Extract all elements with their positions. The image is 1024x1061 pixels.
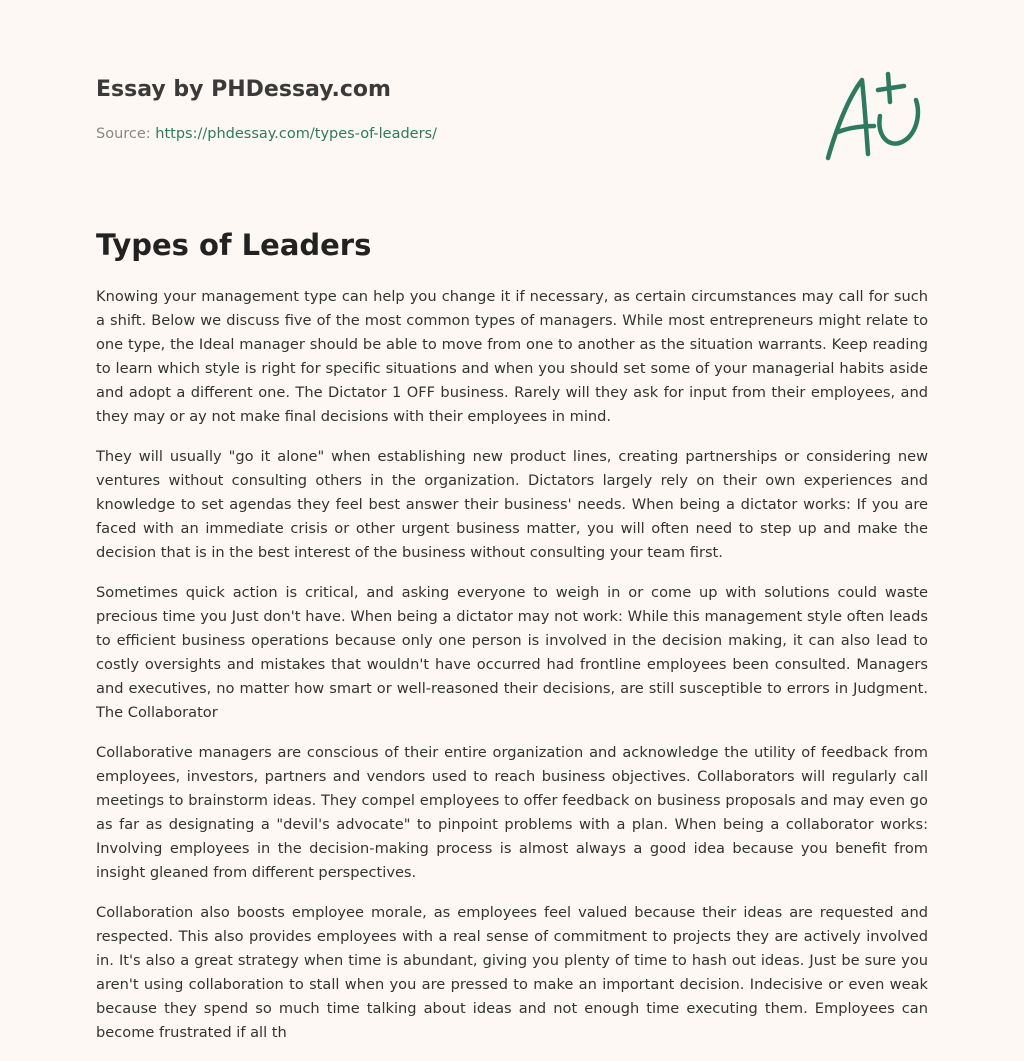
- a-plus-grade-icon: [818, 68, 928, 164]
- essay-paragraph: Knowing your management type can help you change it if necessary, as certain circumstances may call for such a shift. Below we discuss five of the most common types of managers. While most entrepreneurs might relate to one type, the Ideal manager should be able to move from one to another as the situation warrants. Keep reading to learn which style is right for specific situations and when you should set some of your managerial habits aside and adopt a different one. The Dictator 1 OFF business. Rarely will they ask for input from their employees, and they may or ay not make final decisions with their employees in mind.: [96, 288, 928, 425]
- essay-paragraph: Collaboration also boosts employee morale, as employees feel valued because their ideas are requested and respected. This also provides employees with a real sense of commitment to projects they are actively involved in. It's also a great strategy when time is abundant, giving you plenty of time to hash out ideas. Just be sure you aren't using collaboration to stall when you are pressed to make an important decision. Indecisive or even weak because they spend so much time talking about ideas and not enough time executing them. Employees can become frustrated if all th: [96, 904, 928, 1041]
- source-label: Source:: [96, 126, 156, 142]
- brand-title: Essay by PHDessay.com: [96, 77, 391, 102]
- essay-header: [96, 76, 796, 144]
- page-title: Types of Leaders: [96, 228, 372, 262]
- source-line: [96, 124, 796, 144]
- essay-paragraph: Collaborative managers are conscious of their entire organization and acknowledge the utility of feedback from employees, investors, partners and vendors used to reach business objectives. Collaborators will regularly call meetings to brainstorm ideas. They compel employees to offer feedback on business proposals and may even go as far as designating a "devil's advocate" to pinpoint problems with a plan. When being a collaborator works: Involving employees in the decision-making process is almost always a good idea because you benefit from insight gleaned from different perspectives.: [96, 744, 928, 881]
- essay-paragraph: They will usually "go it alone" when establishing new product lines, creating partnerships or considering new ventures without consulting others in the organization. Dictators largely rely on their own experiences and knowledge to set agendas they feel best answer their business' needs. When being a dictator works: If you are faced with an immediate crisis or other urgent business matter, you will often need to step up and make the decision that is in the best interest of the business without consulting your team first.: [96, 448, 928, 561]
- essay-body: [96, 285, 928, 1061]
- essay-paragraph: Sometimes quick action is critical, and asking everyone to weigh in or come up with solutions could waste precious time you Just don't have. When being a dictator may not work: While this management style often leads to efficient business operations because only one person is involved in the decision making, it can also lead to costly oversights and mistakes that wouldn't have occurred had frontline employees been consulted. Managers and executives, no matter how smart or well-reasoned their decisions, are still susceptible to errors in Judgment. The Collaborator: [96, 584, 928, 721]
- source-link[interactable]: https://phdessay.com/types-of-leaders/: [155, 126, 437, 142]
